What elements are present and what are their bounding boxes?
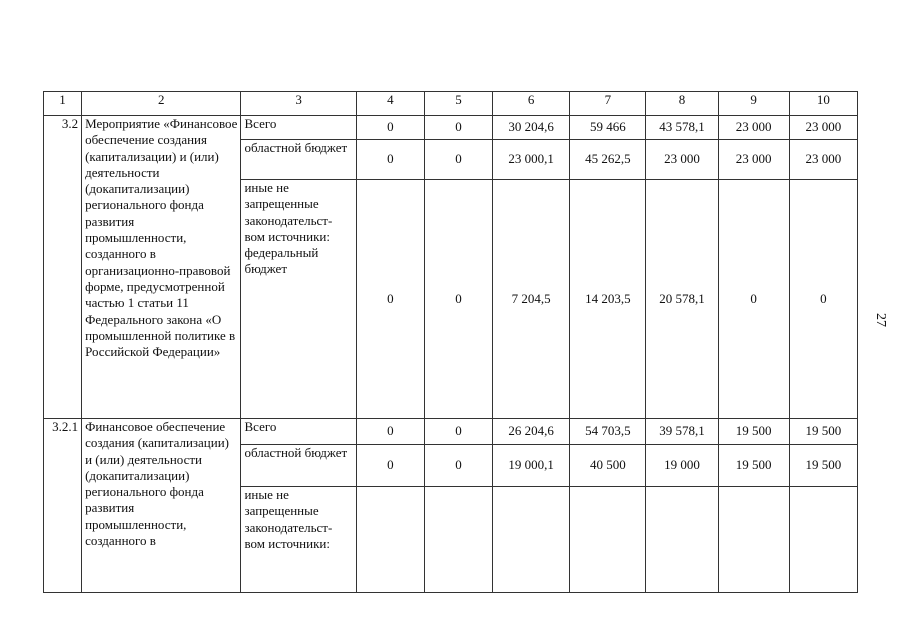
value-cell: 23 000,1: [493, 140, 570, 180]
value-cell: 0: [424, 445, 492, 487]
value-cell: 23 000: [718, 140, 789, 180]
value-cell: 0: [789, 180, 857, 419]
item-name: Финансовое обеспечение создания (капитализации) и (или) деятельности (докапитализации) регионального фонда развития промышленности, созданного в: [82, 419, 241, 593]
value-cell: 40 500: [570, 445, 646, 487]
value-cell: 23 000: [789, 116, 857, 140]
value-cell: [718, 487, 789, 593]
value-cell: 0: [356, 180, 424, 419]
value-cell: 23 000: [646, 140, 718, 180]
source-cell: Всего: [241, 419, 356, 445]
col-header: 5: [424, 92, 492, 116]
col-header: 10: [789, 92, 857, 116]
value-cell: [493, 487, 570, 593]
value-cell: 26 204,6: [493, 419, 570, 445]
value-cell: [424, 487, 492, 593]
value-cell: [646, 487, 718, 593]
value-cell: 59 466: [570, 116, 646, 140]
col-header: 2: [82, 92, 241, 116]
value-cell: 0: [718, 180, 789, 419]
value-cell: 19 500: [789, 419, 857, 445]
value-cell: 7 204,5: [493, 180, 570, 419]
source-cell: Всего: [241, 116, 356, 140]
value-cell: 19 500: [789, 445, 857, 487]
item-name: Мероприятие «Финансовое обеспечение создания (капитализации) и (или) деятельности (докапитализации) регионального фонда развития промышленности, созданного в организационно-правовой форме, предусмотренной частью 1 статьи 11 Федерального закона «О промышленной политике в Российской Федерации»: [82, 116, 241, 419]
col-header: 3: [241, 92, 356, 116]
value-cell: 30 204,6: [493, 116, 570, 140]
item-number: 3.2.1: [44, 419, 82, 593]
header-row: [44, 92, 858, 116]
budget-table: [43, 91, 858, 593]
value-cell: [356, 487, 424, 593]
value-cell: 0: [356, 140, 424, 180]
item-number: 3.2: [44, 116, 82, 419]
value-cell: 20 578,1: [646, 180, 718, 419]
value-cell: 23 000: [718, 116, 789, 140]
value-cell: 0: [424, 419, 492, 445]
table-row: [44, 419, 858, 445]
value-cell: 23 000: [789, 140, 857, 180]
col-header: 1: [44, 92, 82, 116]
source-cell: областной бюджет: [241, 140, 356, 180]
value-cell: 39 578,1: [646, 419, 718, 445]
col-header: 7: [570, 92, 646, 116]
value-cell: 0: [356, 419, 424, 445]
table-row: [44, 116, 858, 140]
col-header: 6: [493, 92, 570, 116]
value-cell: 54 703,5: [570, 419, 646, 445]
value-cell: 19 500: [718, 445, 789, 487]
value-cell: 45 262,5: [570, 140, 646, 180]
value-cell: [570, 487, 646, 593]
value-cell: 0: [356, 116, 424, 140]
value-cell: 19 500: [718, 419, 789, 445]
value-cell: 43 578,1: [646, 116, 718, 140]
page-number: 27: [873, 313, 888, 327]
value-cell: 0: [424, 140, 492, 180]
value-cell: 14 203,5: [570, 180, 646, 419]
value-cell: [789, 487, 857, 593]
source-cell: иные не запрещенные законодательст-вом источники:: [241, 487, 356, 593]
value-cell: 0: [424, 116, 492, 140]
col-header: 9: [718, 92, 789, 116]
source-cell: иные не запрещенные законодательст-вом источники: федеральный бюджет: [241, 180, 356, 419]
col-header: 8: [646, 92, 718, 116]
value-cell: 19 000: [646, 445, 718, 487]
col-header: 4: [356, 92, 424, 116]
value-cell: 0: [356, 445, 424, 487]
value-cell: 19 000,1: [493, 445, 570, 487]
value-cell: 0: [424, 180, 492, 419]
source-cell: областной бюджет: [241, 445, 356, 487]
